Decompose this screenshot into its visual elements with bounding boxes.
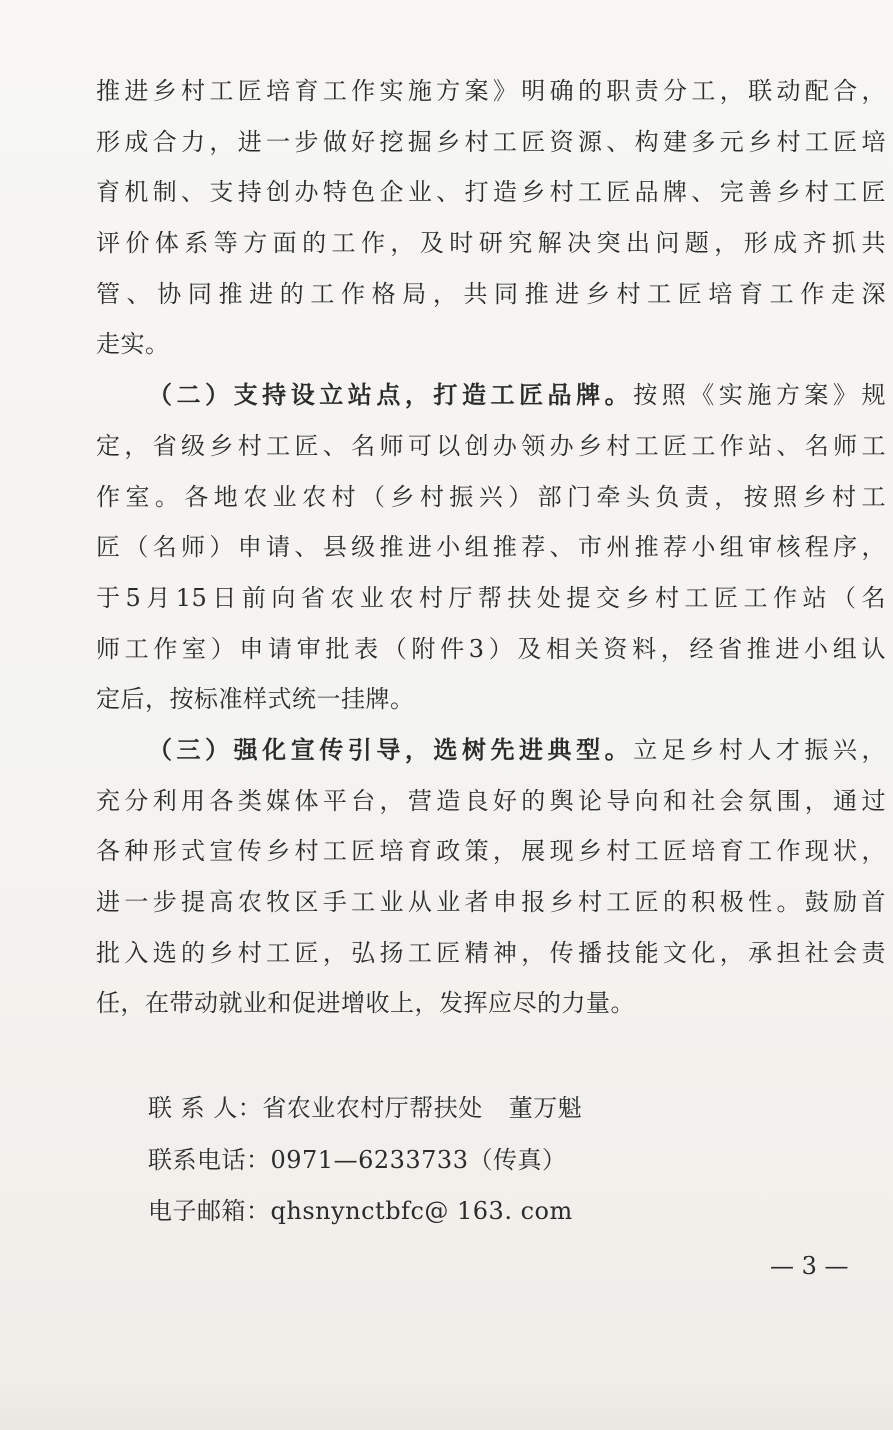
page-bottom-edge (0, 1378, 893, 1430)
body-line: 育机制、支持创办特色企业、打造乡村工匠品牌、完善乡村工匠 (96, 178, 886, 207)
section-2-heading: （二）支持设立站点，打造工匠品牌。 (148, 381, 634, 410)
section-2-text: 按照《实施方案》规 (633, 381, 887, 410)
body-line: 管、协同推进的工作格局，共同推进乡村工匠培育工作走深 (96, 279, 886, 308)
contact-email-label: 电子邮箱： (148, 1197, 271, 1225)
contact-person-name: 董万魁 (508, 1094, 583, 1122)
section-3-text: 立足乡村人才振兴， (633, 735, 887, 764)
page-number: — 3 — (770, 1252, 849, 1280)
section-2-line: 定，省级乡村工匠、名师可以创办领办乡村工匠工作站、名师工 (96, 431, 886, 460)
section-3-heading: （三）强化宣传引导，选树先进典型。 (148, 735, 634, 764)
contact-person-label: 联 系 人： (148, 1094, 263, 1122)
contact-phone-label: 联系电话： (148, 1146, 271, 1174)
section-2-line: 师工作室）申请审批表（附件3）及相关资料，经省推进小组认 (96, 634, 886, 663)
body-line: 评价体系等方面的工作，及时研究解决突出问题，形成齐抓共 (96, 229, 886, 258)
section-3-line: 任，在带动就业和促进增收上，发挥应尽的力量。 (96, 989, 635, 1018)
body-text (96, 66, 886, 1029)
body-line: 走实。 (96, 330, 170, 359)
section-2-line: 作室。各地农业农村（乡村振兴）部门牵头负责，按照乡村工 (96, 482, 886, 511)
section-3-line: 批入选的乡村工匠，弘扬工匠精神，传播技能文化，承担社会责 (96, 938, 886, 967)
section-2-line: 于5月15日前向省农业农村厅帮扶处提交乡村工匠工作站（名 (96, 583, 886, 612)
body-line: 推进乡村工匠培育工作实施方案》明确的职责分工，联动配合， (96, 77, 886, 105)
contact-phone-value: 0971—6233733（传真） (270, 1146, 567, 1174)
section-3-first-line (96, 725, 886, 776)
section-3-line: 进一步提高农牧区手工业从业者申报乡村工匠的积极性。鼓励首 (96, 888, 886, 916)
contact-email (148, 1191, 573, 1226)
section-3-line: 充分利用各类媒体平台，营造良好的舆论导向和社会氛围，通过 (96, 786, 886, 815)
section-2-line: 匠（名师）申请、县级推进小组推荐、市州推荐小组审核程序， (96, 533, 886, 562)
contact-person-value: 省农业农村厅帮扶处 (262, 1094, 483, 1122)
body-line: 形成合力，进一步做好挖掘乡村工匠资源、构建多元乡村工匠培 (96, 127, 886, 156)
contact-email-value: qhsnynctbfc@ 163. com (270, 1197, 573, 1225)
section-2-first-line (96, 370, 886, 421)
contact-phone (148, 1140, 566, 1175)
contact-person (148, 1088, 582, 1123)
section-2-line: 定后，按标准样式统一挂牌。 (96, 685, 415, 714)
section-3-line: 各种形式宣传乡村工匠培育政策，展现乡村工匠培育工作现状， (96, 837, 886, 866)
